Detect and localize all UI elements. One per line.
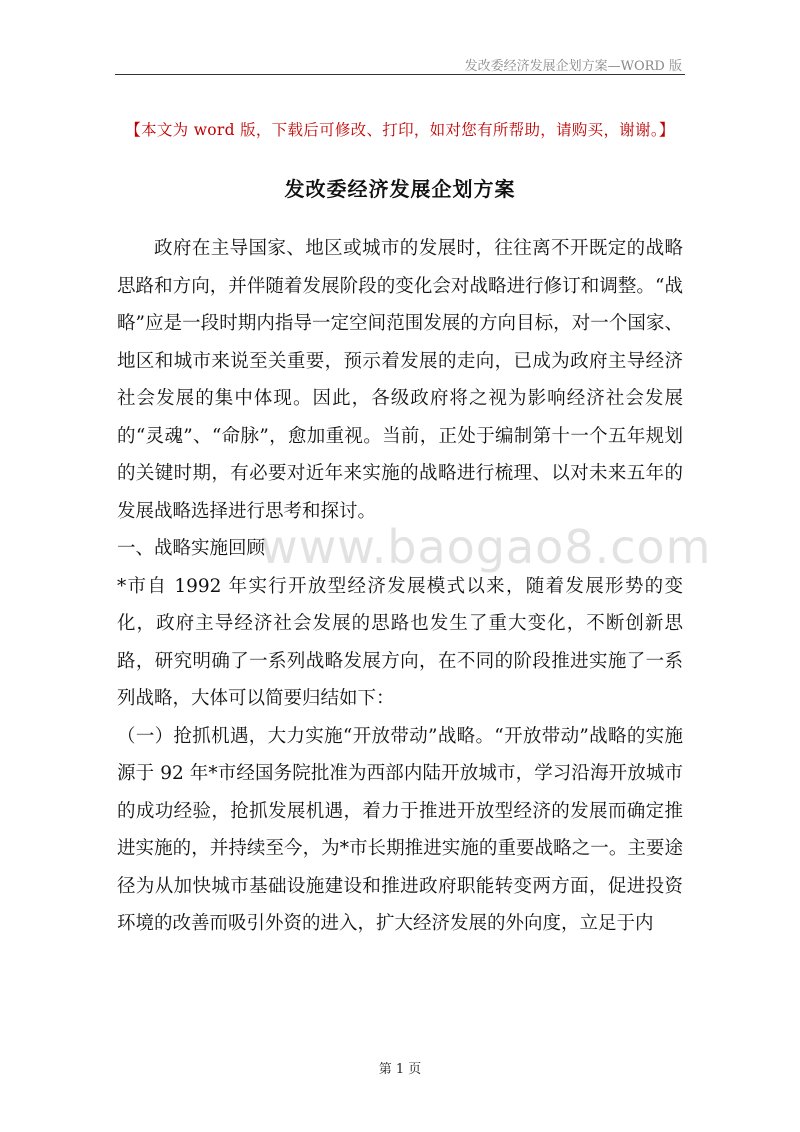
header-divider — [115, 74, 685, 75]
paragraph-overview: *市自 1992 年实行开放型经济发展模式以来，随着发展形势的变化，政府主导经济社会发展的思路也发生了重大变化，不断创新思路，研究明确了一系列战略发展方向，在不同的阶段推进实施了一系列战略，大体可以简要归结如下： — [117, 575, 683, 709]
section-heading: 一、战略实施回顾 — [117, 538, 266, 559]
running-header: 发改委经济发展企划方案—WORD 版 — [464, 59, 682, 74]
document-body — [117, 230, 683, 943]
page-number: 第 1 页 — [378, 1062, 422, 1077]
paragraph-intro: 政府在主导国家、地区或城市的发展时，往往离不开既定的战略思路和方向，并伴随着发展阶段的变化会对战略进行修订和调整。“战略”应是一段时期内指导一定空间范围发展的方向目标，对一个国家、地区和城市来说至关重要，预示着发展的走向，已成为政府主导经济社会发展的集中体现。因此，各级政府将之视为影响经济社会发展的“灵魂”、“命脉”，愈加重视。当前，正处于编制第十一个五年规划的关键时期，有必要对近年来实施的战略进行梳理、以对未来五年的发展战略选择进行思考和探讨。 — [117, 238, 683, 522]
document-title: 发改委经济发展企划方案 — [284, 177, 516, 201]
watermark: www.baogao8.com — [260, 520, 712, 574]
purchase-notice: 【本文为 word 版，下载后可修改、打印，如对您有所帮助，请购买，谢谢。】 — [125, 121, 675, 139]
paragraph-strategy-1: （一）抢抓机遇，大力实施“开放带动”战略。“开放带动”战略的实施源于 92 年*市经国务院批准为西部内陆开放城市，学习沿海开放城市的成功经验，抢抓发展机遇，着力于推进开放型经济的发展而确定推进实施的，并持续至今，为*市长期推进实施的重要战略之一。主要途径为从加快城市基础设施建设和推进政府职能转变两方面，促进投资环境的改善而吸引外资的进入，扩大经济发展的外向度，立足于内 — [117, 725, 683, 934]
